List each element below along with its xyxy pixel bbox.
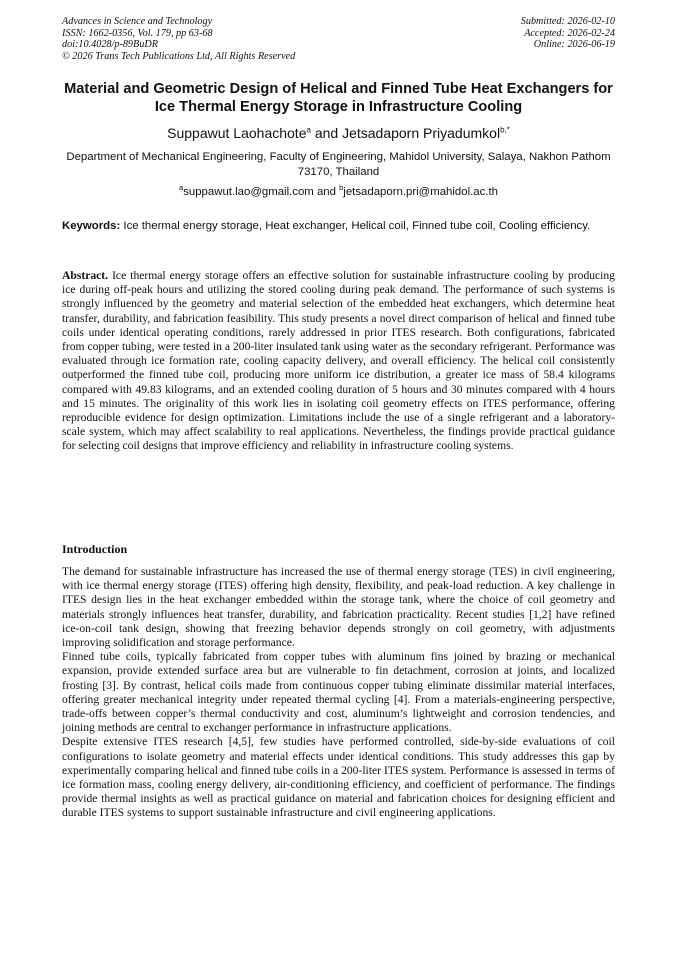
paper-title: Material and Geometric Design of Helical and Finned Tube Heat Exchangers for Ice Thermal Energy Storage in Infrastructure Cooling <box>64 81 613 115</box>
author-2-affil-mark: b,* <box>500 125 510 135</box>
introduction-heading: Introduction <box>62 542 128 556</box>
keywords-label: Keywords: <box>62 220 121 232</box>
email-1-mark: a <box>179 183 184 193</box>
submitted-date: Submitted: 2026-02-10 <box>520 16 615 27</box>
author-join: and <box>310 125 343 141</box>
author-1-affil-mark: a <box>306 125 311 135</box>
online-date: Online: 2026-06-19 <box>533 39 615 51</box>
keywords-block <box>62 220 615 234</box>
abstract-label: Abstract. <box>62 269 109 282</box>
abstract-text: Ice thermal energy storage offers an effective solution for sustainable infrastructure cooling by producing ice during off-peak hours and utilizing the stored cooling during peak demand. The performance of such systems is strongly influenced by the geometry and material selection of the embedded heat exchangers, which determine heat transfer, durability, and fabrication feasibility. This study presents a novel direct comparison of helical and finned tube coils under identical operating conditions, rarely addressed in prior ITES research. Both configurations, fabricated from copper tubing, were tested in a 200-liter insulated tank using water as the secondary refrigerant. Performance was evaluated through ice formation rate, cooling capacity delivery, and overall efficiency. The helical coil consistently outperformed the finned tube coil, producing more uniform ice distribution, a greater ice mass of 58.4 kilograms compared with 49.83 kilograms, and an extended cooling duration of 5 hours and 30 minutes compared with 4 hours and 15 minutes. The originality of this work lies in isolating coil geometry effects on ITES performance, offering reproducible evidence for design optimization. Limitations include the use of a single refrigerant and a laboratory-scale system, which may affect scalability to real applications. Nevertheless, the findings provide practical guidance for selecting coil designs that improve efficiency and reliability in infrastructure cooling systems. <box>62 269 615 453</box>
intro-paragraph-2: Finned tube coils, typically fabricated from copper tubes with aluminum fins joined by brazing or mechanical expansion, provide extended surface area but are vulnerable to fin detachment, corrosion at joints, and localized frosting [3]. By contrast, helical coils made from continuous copper tubing eliminate dissimilar material interfaces, offering greater mechanical integrity under repeated thermal cycling [4]. From a materials-engineering perspective, trade-offs between copper’s thermal conductivity and cost, aluminum’s lightweight and corrosion tendencies, and joining methods are central to exchanger performance in infrastructure applications. <box>62 650 615 735</box>
email-line <box>62 185 615 200</box>
journal-name: Advances in Science and Technology <box>62 16 213 27</box>
copyright-line: © 2026 Trans Tech Publications Ltd, All Rights Reserved <box>62 50 296 62</box>
author-2: Jetsadaporn Priyadumkol <box>342 125 501 141</box>
running-header-right <box>521 16 615 51</box>
intro-paragraph-1: The demand for sustainable infrastructure has increased the use of thermal energy storage (TES) in civil engineering, with ice thermal energy storage (ITES) offering high density, flexibility, and peak-load reduction. A key challenge in ITES design lies in the heat exchanger embedded within the storage tank, where the choice of coil geometry and materials strongly influences heat transfer, durability, and fabrication practicality. Recent studies [1,2] have refined ice-on-coil tank design, showing that freezing behavior depends strongly on coil geometry, with adjustments improving solidification and storage performance. <box>62 565 615 650</box>
introduction-body <box>62 565 615 821</box>
email-2-mark: b <box>339 183 344 193</box>
intro-paragraph-3: Despite extensive ITES research [4,5], few studies have performed controlled, side-by-side evaluations of coil configurations to isolate geometry and material effects under identical conditions. This study addresses this gap by experimentally comparing helical and finned tube coils in a 200-liter ITES system. Performance is assessed in terms of ice formation mass, cooling energy delivery, air-conditioning efficiency, and coefficient of performance. The findings provide thermal insights as well as practical guidance on material and fabrication choices for designing efficient and durable ITES systems to support sustainable infrastructure and civil engineering applications. <box>62 735 615 820</box>
keywords-text: Ice thermal energy storage, Heat exchanger, Helical coil, Finned tube coil, Cooling efficiency. <box>120 220 591 232</box>
author-1: Suppawut Laohachote <box>167 125 307 141</box>
email-1[interactable]: suppawut.lao@gmail.com <box>183 186 314 198</box>
accepted-date: Accepted: 2026-02-24 <box>524 27 615 39</box>
issn-line: ISSN: 1662-0356, Vol. 179, pp 63-68 <box>62 27 213 39</box>
abstract-block <box>62 269 615 454</box>
affiliation: Department of Mechanical Engineering, Faculty of Engineering, Mahidol University, Salaya, Nakhon Pathom 73170, Thailand <box>66 151 611 178</box>
doi-line[interactable]: doi:10.4028/p-89BuDR <box>62 39 158 51</box>
running-header-left <box>62 16 295 62</box>
email-2[interactable]: jetsadaporn.pri@mahidol.ac.th <box>343 186 498 198</box>
author-line <box>62 124 615 142</box>
email-join: and <box>313 186 340 198</box>
